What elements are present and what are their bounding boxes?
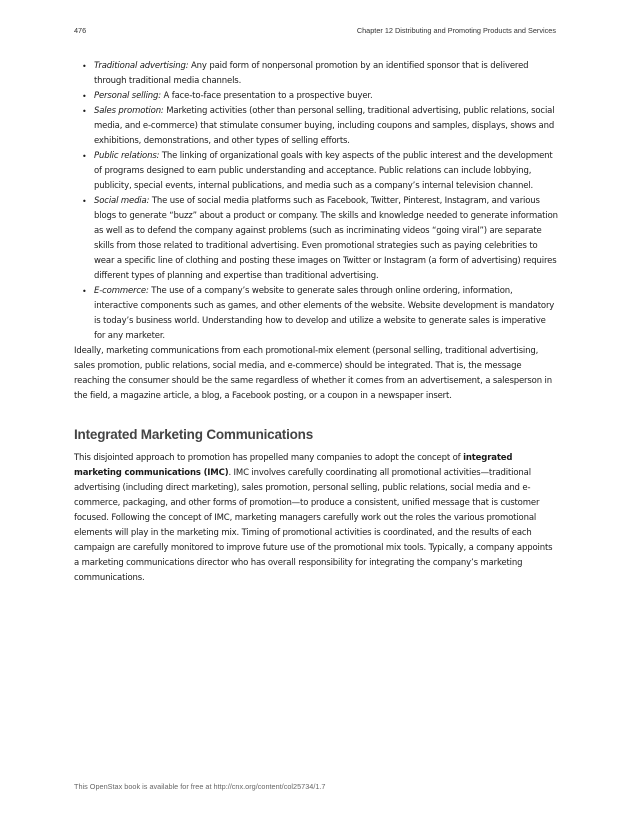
list-item-term: Social media: <box>94 196 150 206</box>
list-item-term: Public relations: <box>94 151 160 161</box>
list-item <box>74 149 558 194</box>
promotional-mix-list <box>74 59 558 344</box>
bullet-icon: • <box>82 92 87 101</box>
page-number: 476 <box>74 26 87 35</box>
list-item <box>74 284 558 344</box>
list-item-text: A face-to-face presentation to a prospective buyer. <box>160 91 373 101</box>
key-term: integrated marketing communications (IMC) <box>74 453 513 478</box>
list-item-term: Personal selling: <box>94 91 161 101</box>
bullet-icon: • <box>82 107 87 116</box>
section-heading: Integrated Marketing Communications <box>74 427 314 442</box>
page-header <box>74 26 556 38</box>
bullet-icon: • <box>82 62 87 71</box>
list-item <box>74 89 558 104</box>
bullet-icon: • <box>82 152 87 161</box>
paragraph-text: . IMC involves carefully coordinating all promotional activities—traditional advertising (including direct marketing), sales promotion, personal selling, public relations, social media and e-commerce, packaging, and other forms of promotion—to produce a consistent, unified message that is customer focused. Following the concept of IMC, marketing managers carefully work out the roles the various promotional elements will play in the marketing mix. Timing of promotional activities is coordinated, and the results of each campaign are carefully monitored to improve future use of the promotional mix tools. Typically, a company appoints a marketing communications director who has overall responsibility for integrating the company’s marketing communications. <box>74 468 553 583</box>
list-item-text: The use of social media platforms such as Facebook, Twitter, Pinterest, Instagram, and various blogs to generate “buzz” about a product or company. The skills and knowledge needed to generate information as well as to defend the company against problems (such as incriminating videos “going viral”) are separate skills from those related to traditional advertising. Even promotional strategies such as paying celebrities to wear a specific line of clothing and posting these images on Twitter or Instagram (a form of advertising) requires different types of planning and expertise than traditional advertising. <box>94 196 558 281</box>
list-item-term: Sales promotion: <box>94 106 164 116</box>
paragraph-text: This disjointed approach to promotion has propelled many companies to adopt the concept of <box>74 453 464 463</box>
list-item <box>74 104 558 149</box>
page-content <box>74 59 558 586</box>
list-item <box>74 194 558 284</box>
list-item-text: The use of a company’s website to generate sales through online ordering, information, interactive components such as games, and other elements of the website. Website development is mandatory is today’s business world. Understanding how to develop and utilize a website to generate sales is imperative for any marketer. <box>94 286 555 341</box>
bullet-icon: • <box>82 197 87 206</box>
imc-paragraph <box>74 451 558 586</box>
bullet-icon: • <box>82 287 87 296</box>
list-item-text: The linking of organizational goals with key aspects of the public interest and the development of programs designed to earn public understanding and acceptance. Public relations can include lobbying, publicity, special events, internal publications, and media such as a company’s internal television channel. <box>94 151 553 191</box>
list-item-text: Any paid form of nonpersonal promotion by an identified sponsor that is delivered through traditional media channels. <box>94 61 529 86</box>
body-paragraph: Ideally, marketing communications from each promotional-mix element (personal selling, traditional advertising, sales promotion, public relations, social media, and e-commerce) should be integrated. That is, the message reaching the consumer should be the same regardless of whether it comes from an advertisement, a salesperson in the field, a magazine article, a blog, a Facebook posting, or a coupon in a newspaper insert. <box>74 346 552 401</box>
list-item-text: Marketing activities (other than personal selling, traditional advertising, public relations, social media, and e-commerce) that stimulate consumer buying, including coupons and samples, displays, shows and exhibitions, demonstrations, and other types of selling efforts. <box>94 106 555 146</box>
page-footer: This OpenStax book is available for free at http://cnx.org/content/col25734/1.7 <box>74 782 326 791</box>
list-item-term: Traditional advertising: <box>94 61 189 71</box>
chapter-title: Chapter 12 Distributing and Promoting Products and Services <box>356 26 556 35</box>
list-item-term: E-commerce: <box>94 286 149 296</box>
list-item <box>74 59 558 89</box>
